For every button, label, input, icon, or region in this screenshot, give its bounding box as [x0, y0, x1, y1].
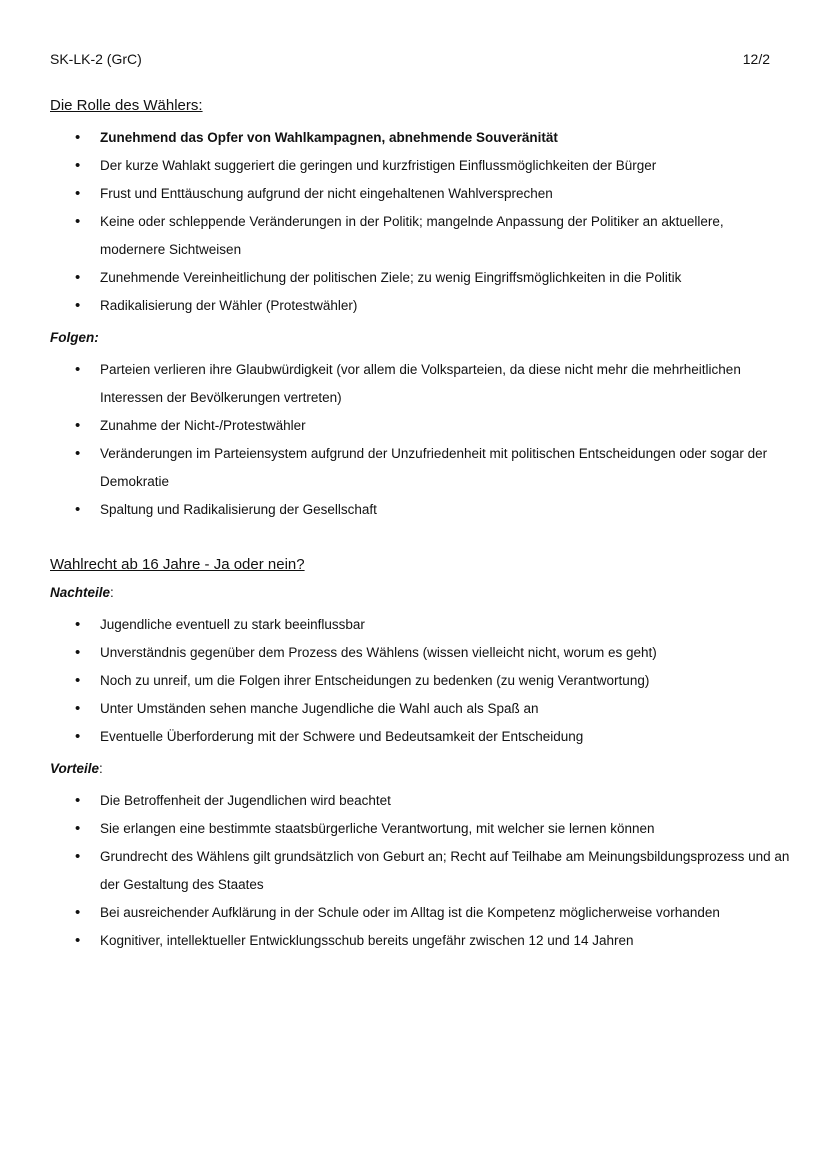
list-item: • Zunehmend das Opfer von Wahlkampagnen, abnehmende Souveränität	[50, 124, 790, 152]
bullet-icon: •	[75, 700, 81, 717]
list-item: • Zunehmende Vereinheitlichung der politischen Ziele; zu wenig Eingriffsmöglichkeiten in die Politik	[50, 264, 790, 292]
section-voting-age	[50, 555, 790, 963]
page-number: 12/2	[742, 51, 770, 67]
advantages-list	[50, 787, 790, 955]
bullet-icon: •	[75, 297, 81, 314]
disadvantages-list	[50, 611, 790, 751]
list-item: • Parteien verlieren ihre Glaubwürdigkeit (vor allem die Volksparteien, da diese nicht mehr die mehrheitlichen Interessen der Bevölkerungen vertreten)	[50, 356, 790, 412]
bullet-icon: •	[75, 672, 81, 689]
list-item: • Zunahme der Nicht-/Protestwähler	[50, 412, 790, 440]
bullet-icon: •	[75, 820, 81, 837]
list-item: • Veränderungen im Parteiensystem aufgrund der Unzufriedenheit mit politischen Entscheidungen oder sogar der Demokratie	[50, 440, 790, 496]
bullet-icon: •	[75, 616, 81, 633]
list-item: • Keine oder schleppende Veränderungen in der Politik; mangelnde Anpassung der Politiker an aktuellere, modernere Sichtweisen	[50, 208, 790, 264]
bullet-icon: •	[75, 269, 81, 286]
list-item: • Unter Umständen sehen manche Jugendliche die Wahl auch als Spaß an	[50, 695, 790, 723]
list-item: • Eventuelle Überforderung mit der Schwere und Bedeutsamkeit der Entscheidung	[50, 723, 790, 751]
bullet-icon: •	[75, 417, 81, 434]
bullet-icon: •	[75, 157, 81, 174]
section-heading: Wahlrecht ab 16 Jahre - Ja oder nein?	[50, 556, 305, 573]
course-code: SK-LK-2 (GrC)	[50, 51, 142, 67]
list-item: • Jugendliche eventuell zu stark beeinflussbar	[50, 611, 790, 639]
bullet-icon: •	[75, 129, 81, 146]
bullet-icon: •	[75, 848, 81, 865]
disadvantages-label: Nachteile:	[50, 585, 114, 600]
section-heading: Die Rolle des Wählers:	[50, 97, 203, 114]
list-item: • Unverständnis gegenüber dem Prozess des Wählens (wissen vielleicht nicht, worum es geht)	[50, 639, 790, 667]
consequences-label: Folgen:	[50, 330, 99, 345]
bullet-icon: •	[75, 728, 81, 745]
bullet-icon: •	[75, 932, 81, 949]
section-voter-role	[50, 96, 790, 532]
list-item: • Bei ausreichender Aufklärung in der Schule oder im Alltag ist die Kompetenz möglicherweise vorhanden	[50, 899, 790, 927]
list-item: • Radikalisierung der Wähler (Protestwähler)	[50, 292, 790, 320]
list-item: • Grundrecht des Wählens gilt grundsätzlich von Geburt an; Recht auf Teilhabe am Meinungsbildungsprozess und an der Gestaltung des Staates	[50, 843, 790, 899]
consequences-list	[50, 356, 790, 524]
list-item: • Die Betroffenheit der Jugendlichen wird beachtet	[50, 787, 790, 815]
list-item: • Kognitiver, intellektueller Entwicklungsschub bereits ungefähr zwischen 12 und 14 Jahren	[50, 927, 790, 955]
bullet-icon: •	[75, 792, 81, 809]
advantages-label: Vorteile:	[50, 761, 103, 776]
bullet-icon: •	[75, 501, 81, 518]
list-item: • Spaltung und Radikalisierung der Gesellschaft	[50, 496, 790, 524]
list-item: • Frust und Enttäuschung aufgrund der nicht eingehaltenen Wahlversprechen	[50, 180, 790, 208]
list-item: • Noch zu unreif, um die Folgen ihrer Entscheidungen zu bedenken (zu wenig Verantwortung)	[50, 667, 790, 695]
list-item: • Der kurze Wahlakt suggeriert die geringen und kurzfristigen Einflussmöglichkeiten der Bürger	[50, 152, 790, 180]
list-item: • Sie erlangen eine bestimmte staatsbürgerliche Verantwortung, mit welcher sie lernen können	[50, 815, 790, 843]
voter-role-list	[50, 124, 790, 320]
bullet-icon: •	[75, 644, 81, 661]
bullet-icon: •	[75, 213, 81, 230]
bullet-icon: •	[75, 904, 81, 921]
bullet-icon: •	[75, 185, 81, 202]
bullet-icon: •	[75, 445, 81, 462]
bullet-icon: •	[75, 361, 81, 378]
